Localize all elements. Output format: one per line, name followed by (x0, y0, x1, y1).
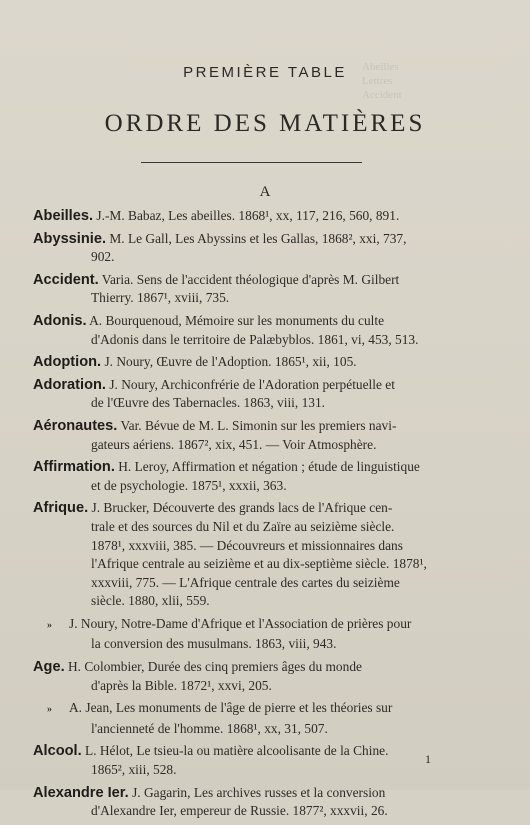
entry-line: d'Adonis dans le territoire de Palæbyblos. 1861, vi, 453, 513. (91, 331, 419, 347)
index-entry (33, 784, 473, 821)
entry-line: et de psychologie. 1875¹, xxxii, 363. (91, 477, 287, 493)
entry-line: Thierry. 1867¹, xviii, 735. (91, 290, 230, 306)
entry-keyword: Adoration. (33, 376, 106, 393)
page-number: 1 (425, 752, 431, 766)
index-entry (33, 230, 473, 267)
index-entry (33, 207, 473, 226)
page-title: ORDRE DES MATIÈRES (104, 110, 426, 137)
entry-line: xxxviii, 775. — L'Afrique centrale des cartes du seizième (91, 574, 400, 590)
entry-line: J. Brucker, Découverte des grands lacs de l'Afrique cen- (91, 500, 393, 516)
entry-ditto-mark: » (47, 704, 52, 716)
entry-line: 902. (91, 249, 115, 265)
entry-line: J.-M. Babaz, Les abeilles. 1868¹, xx, 117, 216, 560, 891. (96, 208, 400, 223)
entry-line: l'ancienneté de l'homme. 1868¹, xx, 31, 507. (91, 720, 328, 736)
entry-line: d'après la Bible. 1872¹, xxvi, 205. (91, 677, 272, 693)
index-entry (33, 658, 473, 695)
entry-line: J. Noury, Archiconfrérie de l'Adoration perpétuelle et (109, 376, 395, 392)
entry-ditto-mark: » (47, 619, 52, 631)
index-entry (33, 271, 473, 308)
entry-line: d'Alexandre Ier, empereur de Russie. 1877², xxxvii, 26. (91, 803, 388, 819)
entry-keyword: Age. (33, 659, 65, 676)
entry-line: A. Bourquenoud, Mémoire sur les monuments du culte (89, 312, 385, 328)
entry-keyword: Adonis. (33, 312, 87, 329)
entry-keyword: Aéronautes. (33, 417, 118, 434)
entry-line: J. Noury, Œuvre de l'Adoption. 1865¹, xii, 105. (104, 354, 357, 370)
title-rule (141, 162, 362, 163)
index-entry (33, 699, 473, 738)
entry-line: gateurs aériens. 1867², xix, 451. — Voir Atmosphère. (91, 436, 377, 452)
section-heading: PREMIÈRE TABLE (183, 64, 347, 81)
bleed-through-text: Abeilles Lettres Accident (362, 61, 402, 101)
entry-line: Var. Bévue de M. L. Simonin sur les premiers navi- (120, 417, 397, 433)
index-entry (33, 417, 473, 454)
entry-line: l'Afrique centrale au seizième et au dix-septième siècle. 1878¹, (91, 556, 427, 572)
entry-keyword: Abyssinie. (33, 230, 106, 247)
entry-line: de l'Œuvre des Tabernacles. 1863, viii, 131. (91, 395, 326, 411)
entry-line: M. Le Gall, Les Abyssins et les Gallas, 1868², xxi, 737, (109, 230, 407, 246)
entry-keyword: Abeilles. (33, 208, 94, 224)
entry-keyword: Afrique. (33, 500, 89, 517)
entry-line: 1865², xiii, 528. (91, 762, 177, 778)
entry-line: A. Jean, Les monuments de l'âge de pierre et les théories sur (69, 700, 393, 716)
entry-line: L. Hélot, Le tsieu-la ou matière alcoolisante de la Chine. (85, 743, 389, 759)
entry-keyword: Alcool. (33, 743, 82, 760)
index-entry (33, 742, 473, 779)
index-entry (33, 376, 473, 413)
entry-line: J. Noury, Notre-Dame d'Afrique et l'Association de prières pour (69, 615, 412, 631)
entry-line: 1878¹, xxxviii, 385. — Découvreurs et missionnaires dans (91, 537, 403, 553)
entry-line: la conversion des musulmans. 1863, viii, 943. (91, 636, 337, 652)
alphabet-letter: A (259, 184, 271, 200)
index-entry (33, 312, 473, 349)
index-entry (33, 615, 473, 654)
entry-line: H. Leroy, Affirmation et négation ; étude de linguistique (118, 459, 420, 475)
entry-keyword: Accident. (33, 271, 99, 288)
entry-line: trale et des sources du Nil et du Zaïre au seizième siècle. (91, 518, 395, 534)
entry-keyword: Alexandre Ier. (33, 784, 129, 801)
index-entry (33, 499, 473, 611)
entry-line: siècle. 1880, xlii, 559. (91, 593, 210, 609)
entry-keyword: Adoption. (33, 354, 102, 371)
entry-line: Varia. Sens de l'accident théologique d'après M. Gilbert (101, 271, 400, 287)
entry-line: H. Colombier, Durée des cinq premiers âges du monde (67, 659, 362, 675)
entry-line: J. Gagarin, Les archives russes et la conversion (132, 784, 386, 800)
index-entry (33, 458, 473, 495)
entries-list (33, 207, 473, 825)
index-entry (33, 353, 473, 372)
entry-keyword: Affirmation. (33, 459, 115, 476)
